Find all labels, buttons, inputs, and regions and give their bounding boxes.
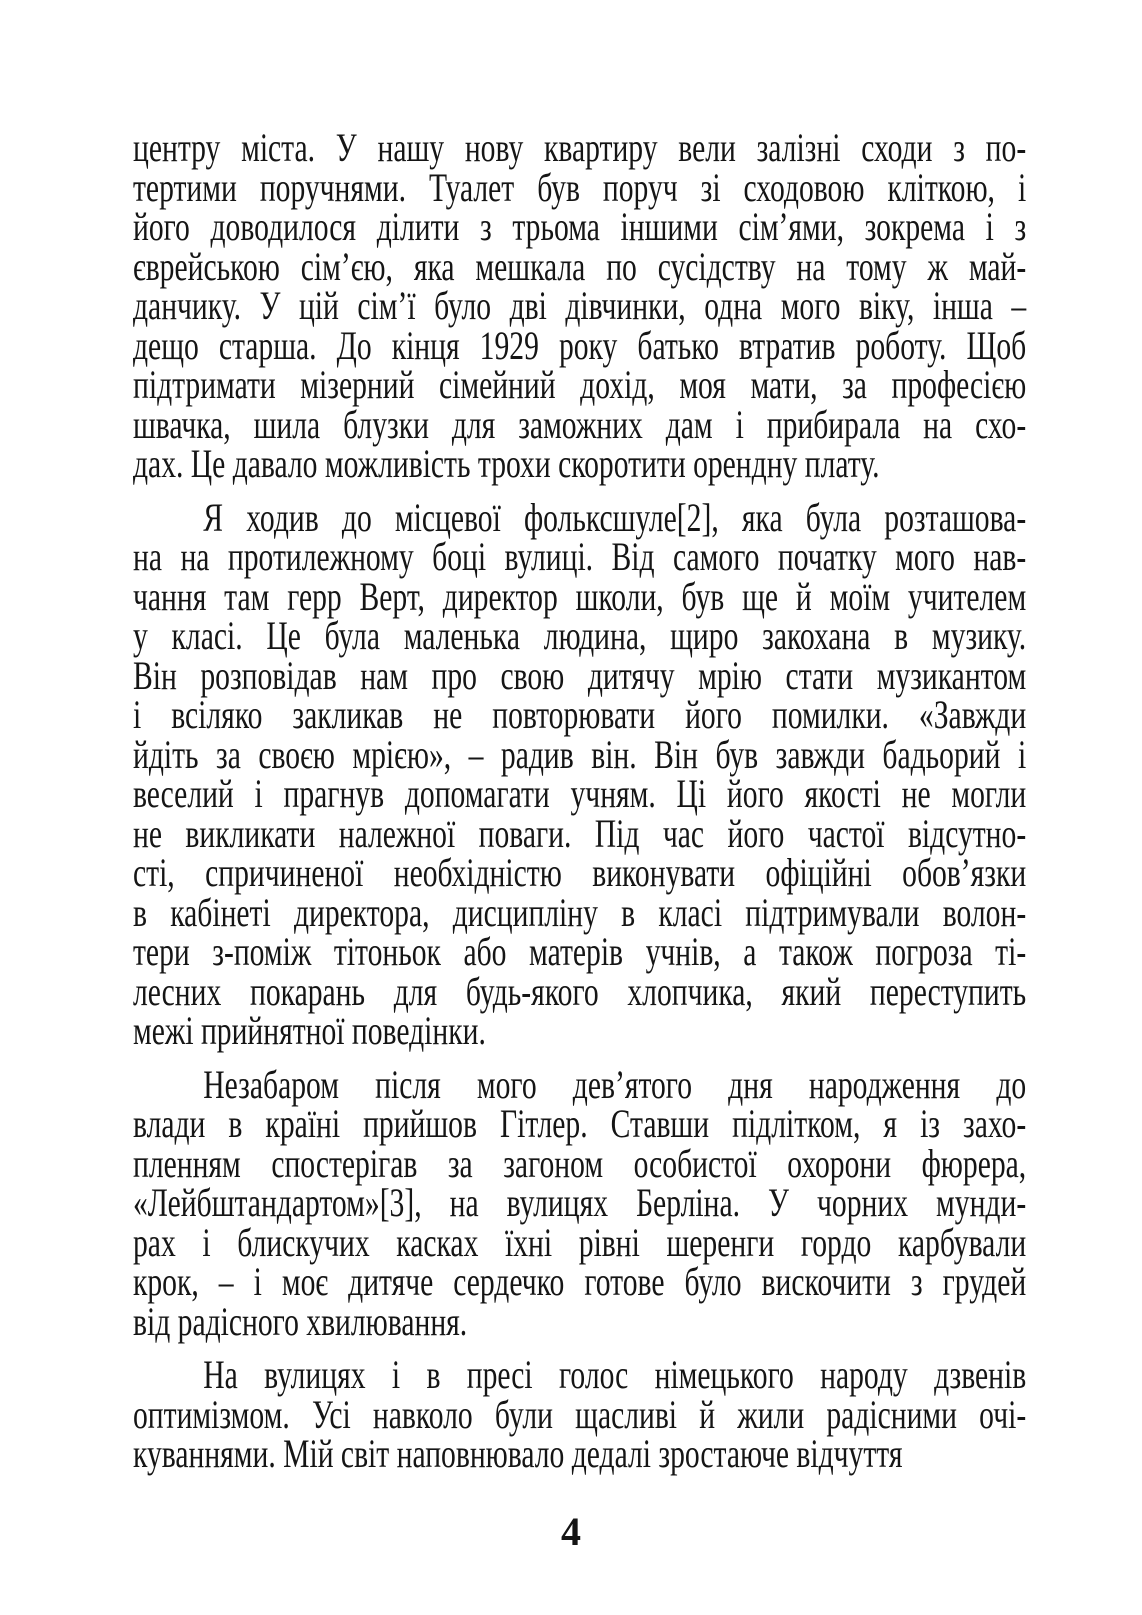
text-line: у класі. Це була маленька людина, щиро закохана в музику. [133,613,1027,658]
text-line: На вулицях і в пресі голос німецького народу дзвенів [203,1352,1027,1397]
text-line: межі прийнятної поведінки. [133,1008,486,1053]
page-text [133,125,1027,1476]
text-line: єврейською сім’єю, яка мешкала по сусідству на тому ж май- [133,243,1027,289]
page-number: 4 [561,1509,581,1554]
text-line: «Лейбштандартом»[3], на вулицях Берліна. У чорних мунди- [133,1180,1027,1225]
text-line: сті, спричиненої необхідністю виконувати офіційні обов’язки [133,850,1027,895]
text-line: підтримати мізерний сімейний дохід, моя мати, за професією [133,362,1027,407]
text-line: влади в країні прийшов Гітлер. Ставши підлітком, я із захо- [133,1101,1027,1146]
text-line: дещо старша. До кінця 1929 року батько втратив роботу. Щоб [133,322,1027,368]
text-line: дах. Це давало можливість трохи скоротити орендну плату. [133,441,880,486]
text-line: його доводилося ділити з трьома іншими сім’ями, зокрема і з [133,204,1027,249]
text-line: оптимізмом. Усі навколо були щасливі й жили радісними очі- [133,1391,1027,1437]
text-line: тертими поручнями. Туалет був поруч зі сходовою кліткою, і [133,164,1027,210]
text-line: не викликати належної поваги. Під час його частої відсутно- [133,810,1027,856]
text-line: центру міста. У нашу нову квартиру вели залізні сходи з по- [133,125,1027,170]
text-line: швачка, шила блузки для заможних дам і прибирала на схо- [133,401,1027,447]
paragraph-2 [133,494,1027,1053]
text-line: Я ходив до місцевої фольксшуле[2], яка була розташова- [203,494,1027,540]
text-line: в кабінеті директора, дисципліну в класі підтримували волон- [133,889,1027,935]
text-line: йдіть за своєю мрією», – радив він. Він був завжди бадьорий і [133,731,1027,777]
paragraph-4 [133,1352,1027,1476]
text-line: рах і блискучих касках їхні рівні шеренги гордо карбували [133,1219,1027,1265]
text-line: від радісного хвилювання. [133,1298,468,1344]
text-line: Він розповідав нам про свою дитячу мрію стати музикантом [133,652,1027,698]
text-line: Незабаром після мого дев’ятого дня народження до [203,1061,1027,1107]
text-line: пленням спостерігав за загоном особистої охорони фюрера, [133,1140,1027,1186]
text-line: чання там герр Верт, директор школи, був ще й моїм учителем [133,573,1027,619]
text-line: данчику. У цій сім’ї було дві дівчинки, одна мого віку, інша – [133,283,1027,328]
paragraph-1 [133,125,1027,486]
text-line: куваннями. Мій світ наповнювало дедалі зростаюче відчуття [133,1431,903,1476]
text-line: тери з-поміж тітоньок або матерів учнів, а також погроза ті- [133,929,1027,974]
text-line: і всіляко закликав не повторювати його помилки. «Завжди [133,692,1027,737]
text-line: лесних покарань для будь-якого хлопчика, який переступить [133,968,1027,1014]
text-line: крок, – і моє дитяче сердечко готове було вискочити з грудей [133,1259,1027,1304]
text-line: на на протилежному боці вулиці. Від самого початку мого нав- [133,534,1027,579]
paragraph-3 [133,1061,1027,1344]
text-line: веселий і прагнув допомагати учням. Ці його якості не могли [133,771,1027,816]
